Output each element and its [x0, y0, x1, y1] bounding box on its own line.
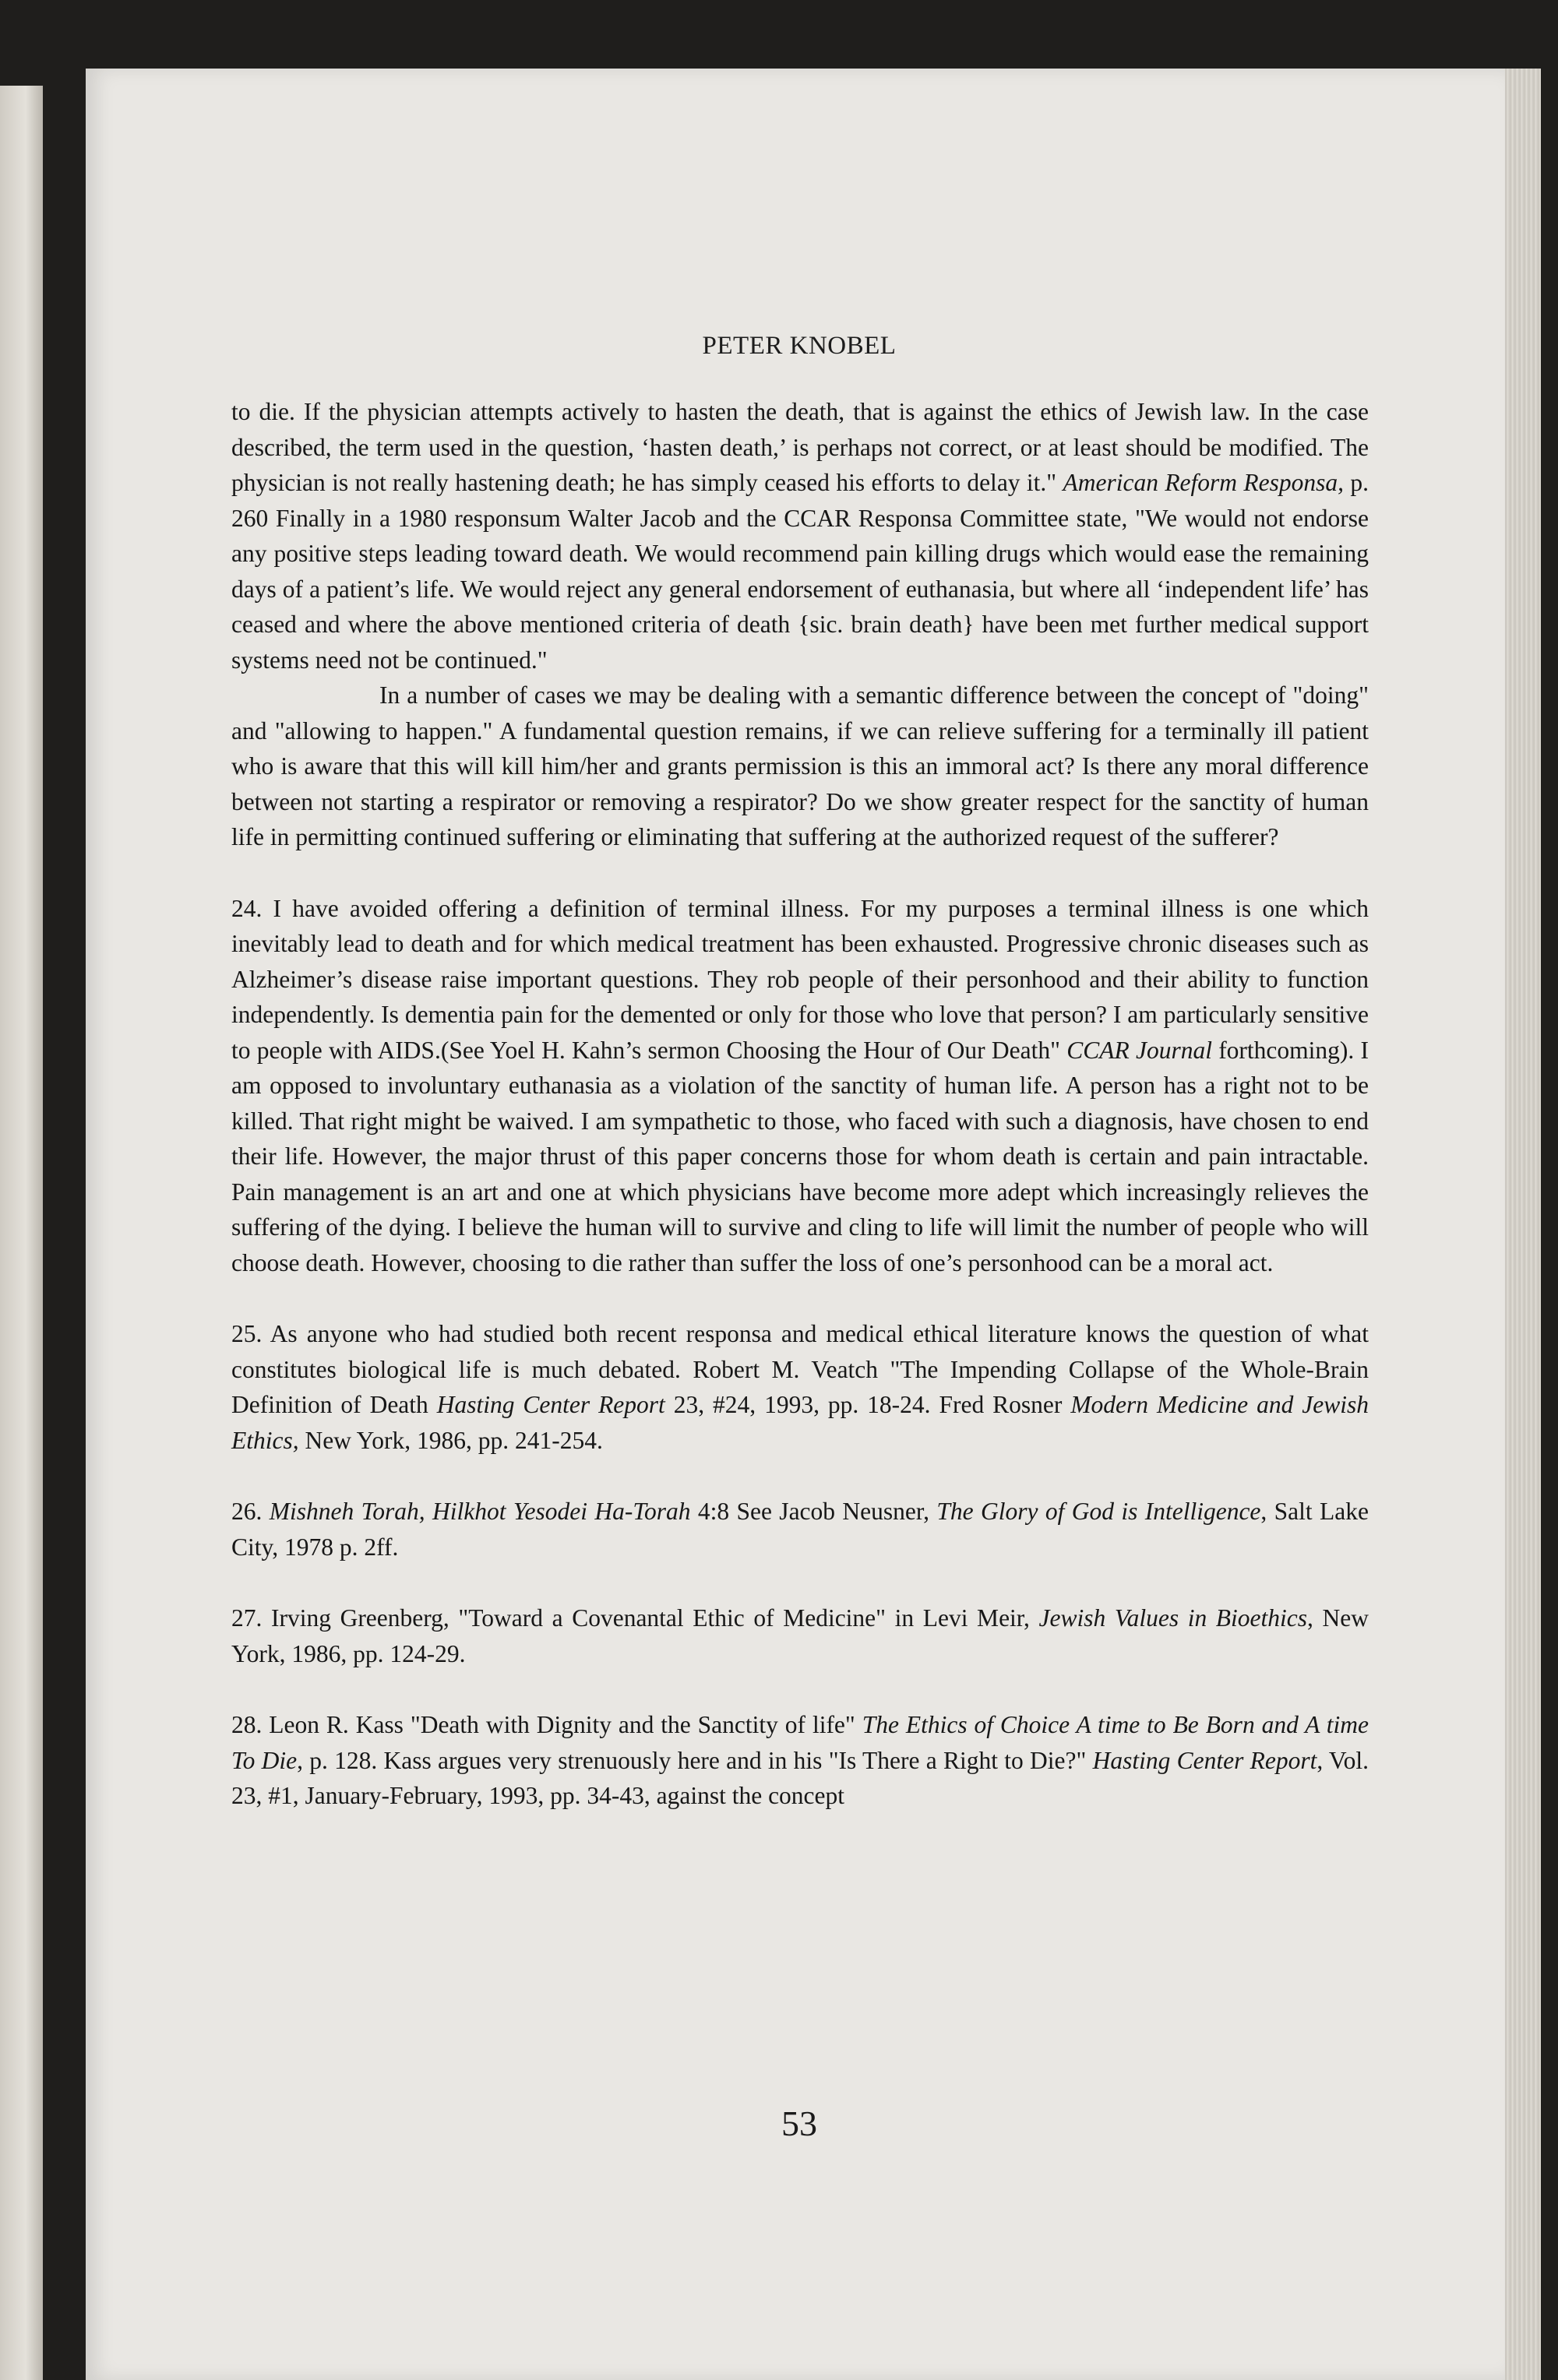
footnote-24: 24. I have avoided offering a definition of terminal illness. For my purposes a terminal illness is one which inevitably lead to death and for which medical treatment has been exhausted. Progressive chronic diseases such as Alzheimer’s disease raise important questions. They rob people of their personhood and their ability to function independently. Is dementia pain for the demented or only for those who love that person? I am particularly sensitive to people with AIDS.(See Yoel H. Kahn’s sermon Choosing the Hour of Our Death" CCAR Journal forthcoming). I am opposed to involuntary euthanasia as a violation of the sanctity of human life. A person has a right not to be killed. That right might be waived. I am sympathetic to those, who faced with such a diagnosis, have chosen to end their life. However, the major thrust of this paper concerns those for whom death is certain and pain intractable. Pain management is an art and one at which physicians have become more adept which increasingly relieves the suffering of the dying. I believe the human will to survive and cling to life will limit the number of people who will choose death. However, choosing to die rather than suffer the loss of one’s personhood can be a moral act.: [231, 894, 1369, 1276]
footnote-27: 27. Irving Greenberg, "Toward a Covenantal Ethic of Medicine" in Levi Meir, Jewish Values in Bioethics, New York, 1986, pp. 124-29.: [231, 1604, 1369, 1667]
citation-title: Hasting Center Report: [436, 1391, 665, 1418]
footnote-26: 26. Mishneh Torah, Hilkhot Yesodei Ha-Torah 4:8 See Jacob Neusner, The Glory of God is Intelligence, Salt Lake City, 1978 p. 2ff.: [231, 1498, 1369, 1561]
citation-title: The Ethics of Choice A time to Be Born and A time To Die: [231, 1711, 1369, 1774]
page-body: [231, 394, 1369, 1814]
citation-title: Mishneh Torah, Hilkhot Yesodei Ha-Torah: [269, 1498, 691, 1525]
citation-title: American Reform Responsa,: [1063, 469, 1345, 496]
book-page: [86, 69, 1505, 2380]
paragraph-semantic-difference: In a number of cases we may be dealing with a semantic difference between the concept of "doing" and "allowing to happen." A fundamental question remains, if we can relieve suffering for a terminally ill patient who is aware that this will kill him/her and grants permission is this an immoral act? Is there any moral difference between not starting a respirator or removing a respirator? Do we show greater respect for the sanctity of human life in permitting continued suffering or eliminating that suffering at the authorized request of the sufferer?: [231, 681, 1369, 850]
running-head: PETER KNOBEL: [702, 332, 897, 360]
citation-title: Jewish Values in Bioethics: [1038, 1604, 1308, 1632]
footnote-28: 28. Leon R. Kass "Death with Dignity and the Sanctity of life" The Ethics of Choice A time to Be Born and A time To Die, p. 128. Kass argues very strenuously here and in his "Is There a Right to Die?" Hasting Center Report, Vol. 23, #1, January-February, 1993, pp. 34-43, against the concept: [231, 1711, 1369, 1809]
page-number: 53: [781, 2104, 817, 2143]
citation-title: Hasting Center Report: [1092, 1746, 1317, 1774]
previous-page-edge: [0, 86, 43, 2380]
citation-title: CCAR Journal: [1066, 1036, 1212, 1064]
citation-title: Modern Medicine and Jewish Ethics,: [231, 1391, 1369, 1454]
paragraph-continuation: to die. If the physician attempts actively to hasten the death, that is against the ethics of Jewish law. In the case described, the term used in the question, ‘hasten death,’ is perhaps not correct, or at least should be modified. The physician is not really hastening death; he has simply ceased his efforts to delay it." American Reform Responsa, p. 260 Finally in a 1980 responsum Walter Jacob and the CCAR Responsa Committee state, "We would not endorse any positive steps leading toward death. We would recommend pain killing drugs which would ease the remaining days of a patient’s life. We would reject any general endorsement of euthanasia, but where all ‘independent life’ has ceased and where the above mentioned criteria of death {sic. brain death} have been met further medical support systems need not be continued.": [231, 398, 1369, 674]
page-stack-edge: [1503, 69, 1541, 2380]
footnote-25: 25. As anyone who had studied both recent responsa and medical ethical literature knows the question of what constitutes biological life is much debated. Robert M. Veatch "The Impending Collapse of the Whole-Brain Definition of Death Hasting Center Report 23, #24, 1993, pp. 18-24. Fred Rosner Modern Medicine and Jewish Ethics, New York, 1986, pp. 241-254.: [231, 1320, 1369, 1454]
citation-title: The Glory of God is Intelligence: [936, 1498, 1261, 1525]
